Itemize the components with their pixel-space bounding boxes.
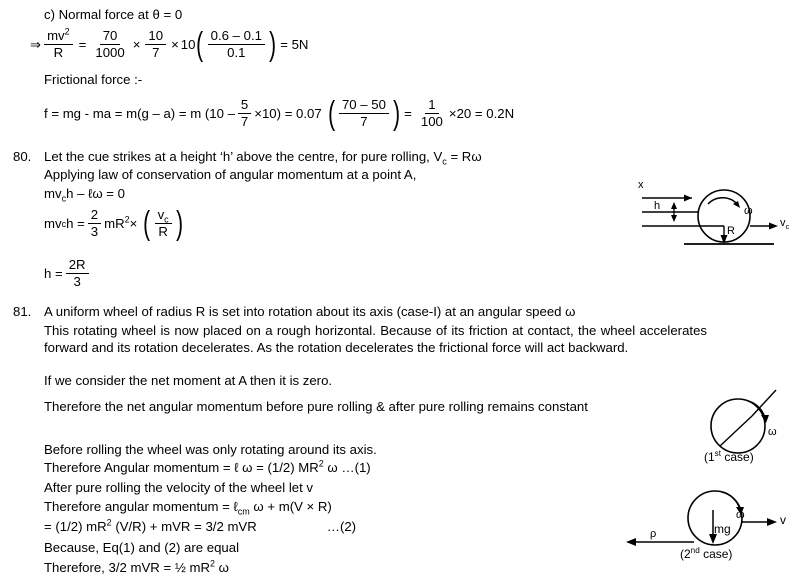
frac-70-over-1000 (92, 29, 127, 61)
friction-expression-tail: ×20 = 0.2N (448, 106, 515, 122)
frac-2R-over-3 (66, 258, 89, 290)
eq-b-lhs-post: h = (66, 216, 85, 232)
equals-sign: = (404, 106, 412, 122)
problem-81-para-5: Before rolling the wheel was only rotating around its axis. (44, 442, 377, 457)
close-paren: ) (269, 26, 277, 64)
open-paren: ( (143, 205, 151, 243)
problem-81-para-4: Therefore the net angular momentum before pure rolling & after pure rolling remains constant (44, 399, 588, 414)
label-mg: mg (714, 522, 731, 536)
label-vc: $v_c$ (780, 217, 790, 232)
frac-denominator: R (158, 224, 168, 240)
subscript-cm: cm (237, 506, 250, 517)
problem-80-line-1-tail: = Rω (446, 149, 482, 164)
implies-arrow: ⇒ (30, 36, 42, 52)
case-1-caption: (1st case) (704, 449, 754, 464)
frac-numerator: $v_c$ (155, 208, 172, 224)
part-c-heading: c) Normal force at θ = 0 (44, 7, 183, 22)
open-paren: ( (196, 26, 204, 64)
frac-1-over-100 (418, 98, 446, 130)
eq-a-pre: mv (44, 186, 62, 201)
superscript-2: 2 (210, 558, 216, 569)
para-6-pre: Therefore Angular momentum = ℓ ω = (1/2) MR (44, 460, 319, 475)
frac-2-over-3 (88, 208, 101, 240)
times-sign: × (132, 37, 141, 53)
label-v: v (780, 513, 786, 527)
part-c-equation-2 (44, 95, 515, 133)
label-R: R (727, 225, 735, 237)
problem-80-equation-b: mv c h = $\frac{2}{3}$ $mR^2$ × ( $\frac{v_c}{R}$ ) (44, 205, 183, 243)
frac-numerator: 70 – 50 (339, 98, 389, 114)
problem-80-line-1-text: Let the cue strikes at a height ‘h’ above the centre, for pure rolling, V (44, 149, 443, 164)
problem-81-number: 81. (13, 304, 32, 319)
case-1-rotating-wheel (690, 388, 804, 466)
problem-81-para-11 (44, 560, 229, 576)
case-2-rolling-wheel (610, 486, 804, 568)
superscript-2: 2 (318, 458, 324, 469)
eq-b-mR2: $mR^2$ (104, 214, 130, 232)
frac-numerator: 2 (88, 208, 101, 224)
para-8-post: ω + m(V × R) (249, 499, 332, 514)
frac-denominator: 7 (152, 45, 160, 61)
open-paren: ( (327, 95, 335, 133)
frac-5-over-7 (238, 98, 251, 130)
problem-81-para-7: After pure rolling the velocity of the wheel let v (44, 480, 314, 495)
friction-expression-mid: ×10) = 0.07 (254, 106, 322, 122)
frac-10-over-7 (145, 29, 166, 61)
problem-80-equation-c (44, 258, 92, 290)
eq-a-post: h – ℓω = 0 (66, 186, 125, 201)
part-c-equation-1 (30, 26, 311, 64)
frac-vc-over-R (155, 208, 172, 240)
problem-80-number: 80. (13, 149, 32, 164)
problem-80-equation-a (44, 186, 125, 202)
times-sign: × (171, 37, 179, 53)
frac-denominator: 7 (240, 114, 249, 130)
superscript-2: 2 (106, 517, 112, 528)
friction-expression-prefix: f = mg - ma = m(g – a) = m (10 – (44, 106, 235, 122)
frac-denominator: R (53, 45, 64, 61)
problem-81-para-3: If we consider the net moment at A then it is zero. (44, 373, 333, 388)
problem-80-line-2: Applying law of conservation of angular momentum at a point A, (44, 167, 417, 182)
para-11-post: ω (215, 560, 229, 575)
para-6-post: ω …(1) (323, 460, 371, 475)
frac-denominator: 0.1 (227, 45, 246, 61)
frac-numerator: 5 (238, 98, 251, 114)
label-omega: ω (768, 426, 777, 438)
frac-denominator: 1000 (95, 45, 125, 61)
problem-81-para-2: This rotating wheel is now placed on a rough horizontal. Because of its friction at contact, the wheel accelerates forward and its rotation decelerates. As the rotation decelerates the frictional force will act backward. (44, 323, 707, 355)
frac-numerator: 0.6 – 0.1 (208, 29, 265, 45)
close-paren: ) (175, 205, 183, 243)
problem-81-para-8 (44, 499, 332, 515)
problem-80-line-1 (44, 149, 482, 165)
problem-81-para-10: Because, Eq(1) and (2) are equal (44, 540, 239, 555)
eq-c-lhs: h = (44, 266, 63, 282)
label-omega: ω (744, 205, 753, 217)
frac-denominator: 3 (73, 274, 81, 290)
cue-strike-wheel-diagram (628, 179, 804, 255)
para-9-post: (V/R) + mVR = 3/2 mVR (111, 519, 257, 534)
para-11-pre: Therefore, 3/2 mVR = ½ mR (44, 560, 211, 575)
frac-mv2-over-R (44, 26, 73, 61)
frac-diff-over-point1 (208, 29, 265, 61)
frac-numerator: 2R (66, 258, 89, 274)
times-sign: × (129, 216, 138, 232)
frac-numerator: 10 (145, 29, 166, 45)
frac-numerator: 1 (425, 98, 438, 114)
label-x: x (638, 179, 644, 191)
problem-81-para-6 (44, 460, 371, 476)
equation-1-result: = 5N (280, 37, 309, 53)
factor-ten: 10 (180, 37, 196, 53)
eq-b-lhs-pre: mv (44, 216, 62, 232)
subscript-c: c (442, 156, 447, 167)
frac-70minus50-over-7 (339, 98, 389, 130)
frac-denominator: 100 (420, 114, 443, 130)
equation-tag-2: …(2) (326, 519, 357, 534)
close-paren: ) (393, 95, 401, 133)
frac-denominator: 3 (90, 224, 99, 240)
problem-81-para-1: A uniform wheel of radius R is set into rotation about its axis (case-I) at an angular speed ω (44, 304, 576, 319)
equals-sign: = (78, 37, 87, 53)
label-omega: ω (736, 509, 745, 521)
problem-81-para-9 (44, 519, 356, 535)
frac-denominator: 7 (360, 114, 368, 130)
frictional-force-heading: Frictional force :- (44, 72, 143, 87)
frac-numerator: 70 (100, 29, 121, 45)
para-8-pre: Therefore angular momentum = ℓ (44, 499, 238, 514)
subscript-c: c (61, 193, 67, 204)
para-9-pre: = (1/2) mR (44, 519, 107, 534)
case-2-caption: (2nd case) (680, 546, 733, 561)
label-friction: ρ (650, 528, 657, 540)
frac-numerator: $mv^2$ (44, 29, 73, 45)
label-h: h (654, 200, 661, 212)
